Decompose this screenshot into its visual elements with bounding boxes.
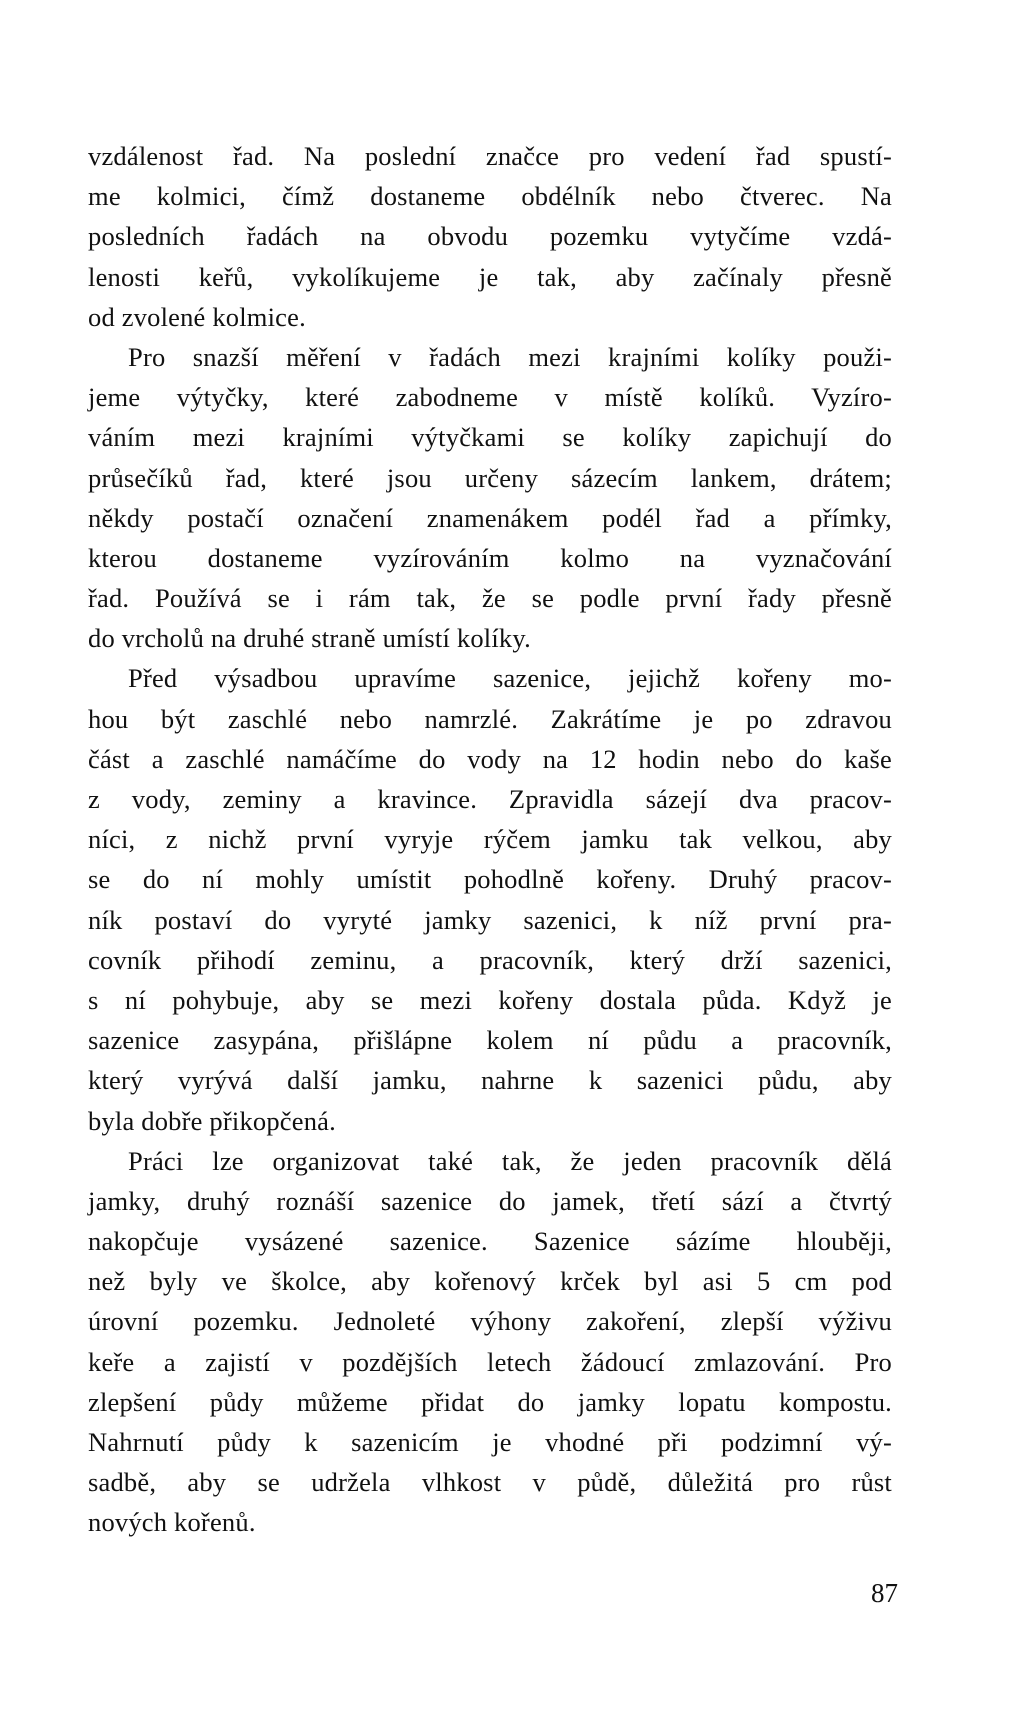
page-number: 87 (871, 1578, 898, 1608)
text-line: zlepšení půdy můžeme přidat do jamky lopatu kompostu. (88, 1386, 892, 1417)
text-line: část a zaschlé namáčíme do vody na 12 hodin nebo do kaše (88, 743, 892, 774)
text-line: byla dobře přikopčená. (88, 1105, 336, 1136)
text-line: kterou dostaneme vyzírováním kolmo na vyznačování (88, 542, 892, 573)
text-line: posledních řadách na obvodu pozemku vytyčíme vzdá- (88, 221, 892, 252)
text-line: nakopčuje vysázené sazenice. Sazenice sázíme hlouběji, (88, 1226, 892, 1257)
text-line: do vrcholů na druhé straně umístí kolíky. (88, 623, 531, 654)
text-line: me kolmici, čímž dostaneme obdélník nebo čtverec. Na (88, 181, 892, 212)
text-line: Před výsadbou upravíme sazenice, jejichž kořeny mo- (128, 663, 892, 694)
text-line: řad. Používá se i rám tak, že se podle první řady přesně (88, 583, 892, 614)
text-line: hou být zaschlé nebo namrzlé. Zakrátíme je po zdravou (88, 703, 892, 734)
text-line: než byly ve školce, aby kořenový krček byl asi 5 cm pod (88, 1266, 892, 1297)
text-line: keře a zajistí v pozdějších letech žádoucí zmlazování. Pro (88, 1346, 892, 1377)
body-text (88, 136, 892, 1543)
text-line: jeme výtyčky, které zabodneme v místě kolíků. Vyzíro- (88, 382, 892, 413)
text-line: váním mezi krajními výtyčkami se kolíky zapichují do (88, 422, 892, 453)
text-line: covník přihodí zeminu, a pracovník, který drží sazenici, (88, 944, 892, 975)
text-line: sadbě, aby se udržela vlhkost v půdě, důležitá pro růst (88, 1467, 892, 1498)
text-line: sazenice zasypána, přišlápne kolem ní půdu a pracovník, (88, 1025, 892, 1056)
text-line: někdy postačí označení znamenákem podél řad a přímky, (88, 502, 892, 533)
text-line: níci, z nichž první vyryje rýčem jamku tak velkou, aby (88, 824, 892, 855)
text-line: z vody, zeminy a kravince. Zpravidla sázejí dva pracov- (88, 784, 892, 814)
text-line: vzdálenost řad. Na poslední značce pro vedení řad spustí- (88, 141, 892, 171)
text-line: Nahrnutí půdy k sazenicím je vhodné při podzimní vý- (88, 1427, 892, 1457)
text-line: nových kořenů. (88, 1507, 256, 1538)
text-line: od zvolené kolmice. (88, 301, 306, 332)
text-line: lenosti keřů, vykolíkujeme je tak, aby začínaly přesně (88, 261, 892, 292)
text-line: který vyrývá další jamku, nahrne k sazenici půdu, aby (88, 1065, 892, 1096)
text-line: průsečíků řad, které jsou určeny sázecím lankem, drátem; (88, 462, 892, 493)
text-line: úrovní pozemku. Jednoleté výhony zakoření, zlepší výživu (88, 1306, 892, 1337)
text-line: Pro snazší měření v řadách mezi krajními kolíky použi- (128, 341, 892, 372)
text-line: Práci lze organizovat také tak, že jeden pracovník dělá (128, 1145, 892, 1176)
text-line: se do ní mohly umístit pohodlně kořeny. Druhý pracov- (88, 864, 892, 895)
text-line: jamky, druhý roznáší sazenice do jamek, třetí sází a čtvrtý (88, 1185, 892, 1216)
text-line: ník postaví do vyryté jamky sazenici, k níž první pra- (88, 904, 892, 935)
text-line: s ní pohybuje, aby se mezi kořeny dostala půda. Když je (88, 984, 892, 1015)
